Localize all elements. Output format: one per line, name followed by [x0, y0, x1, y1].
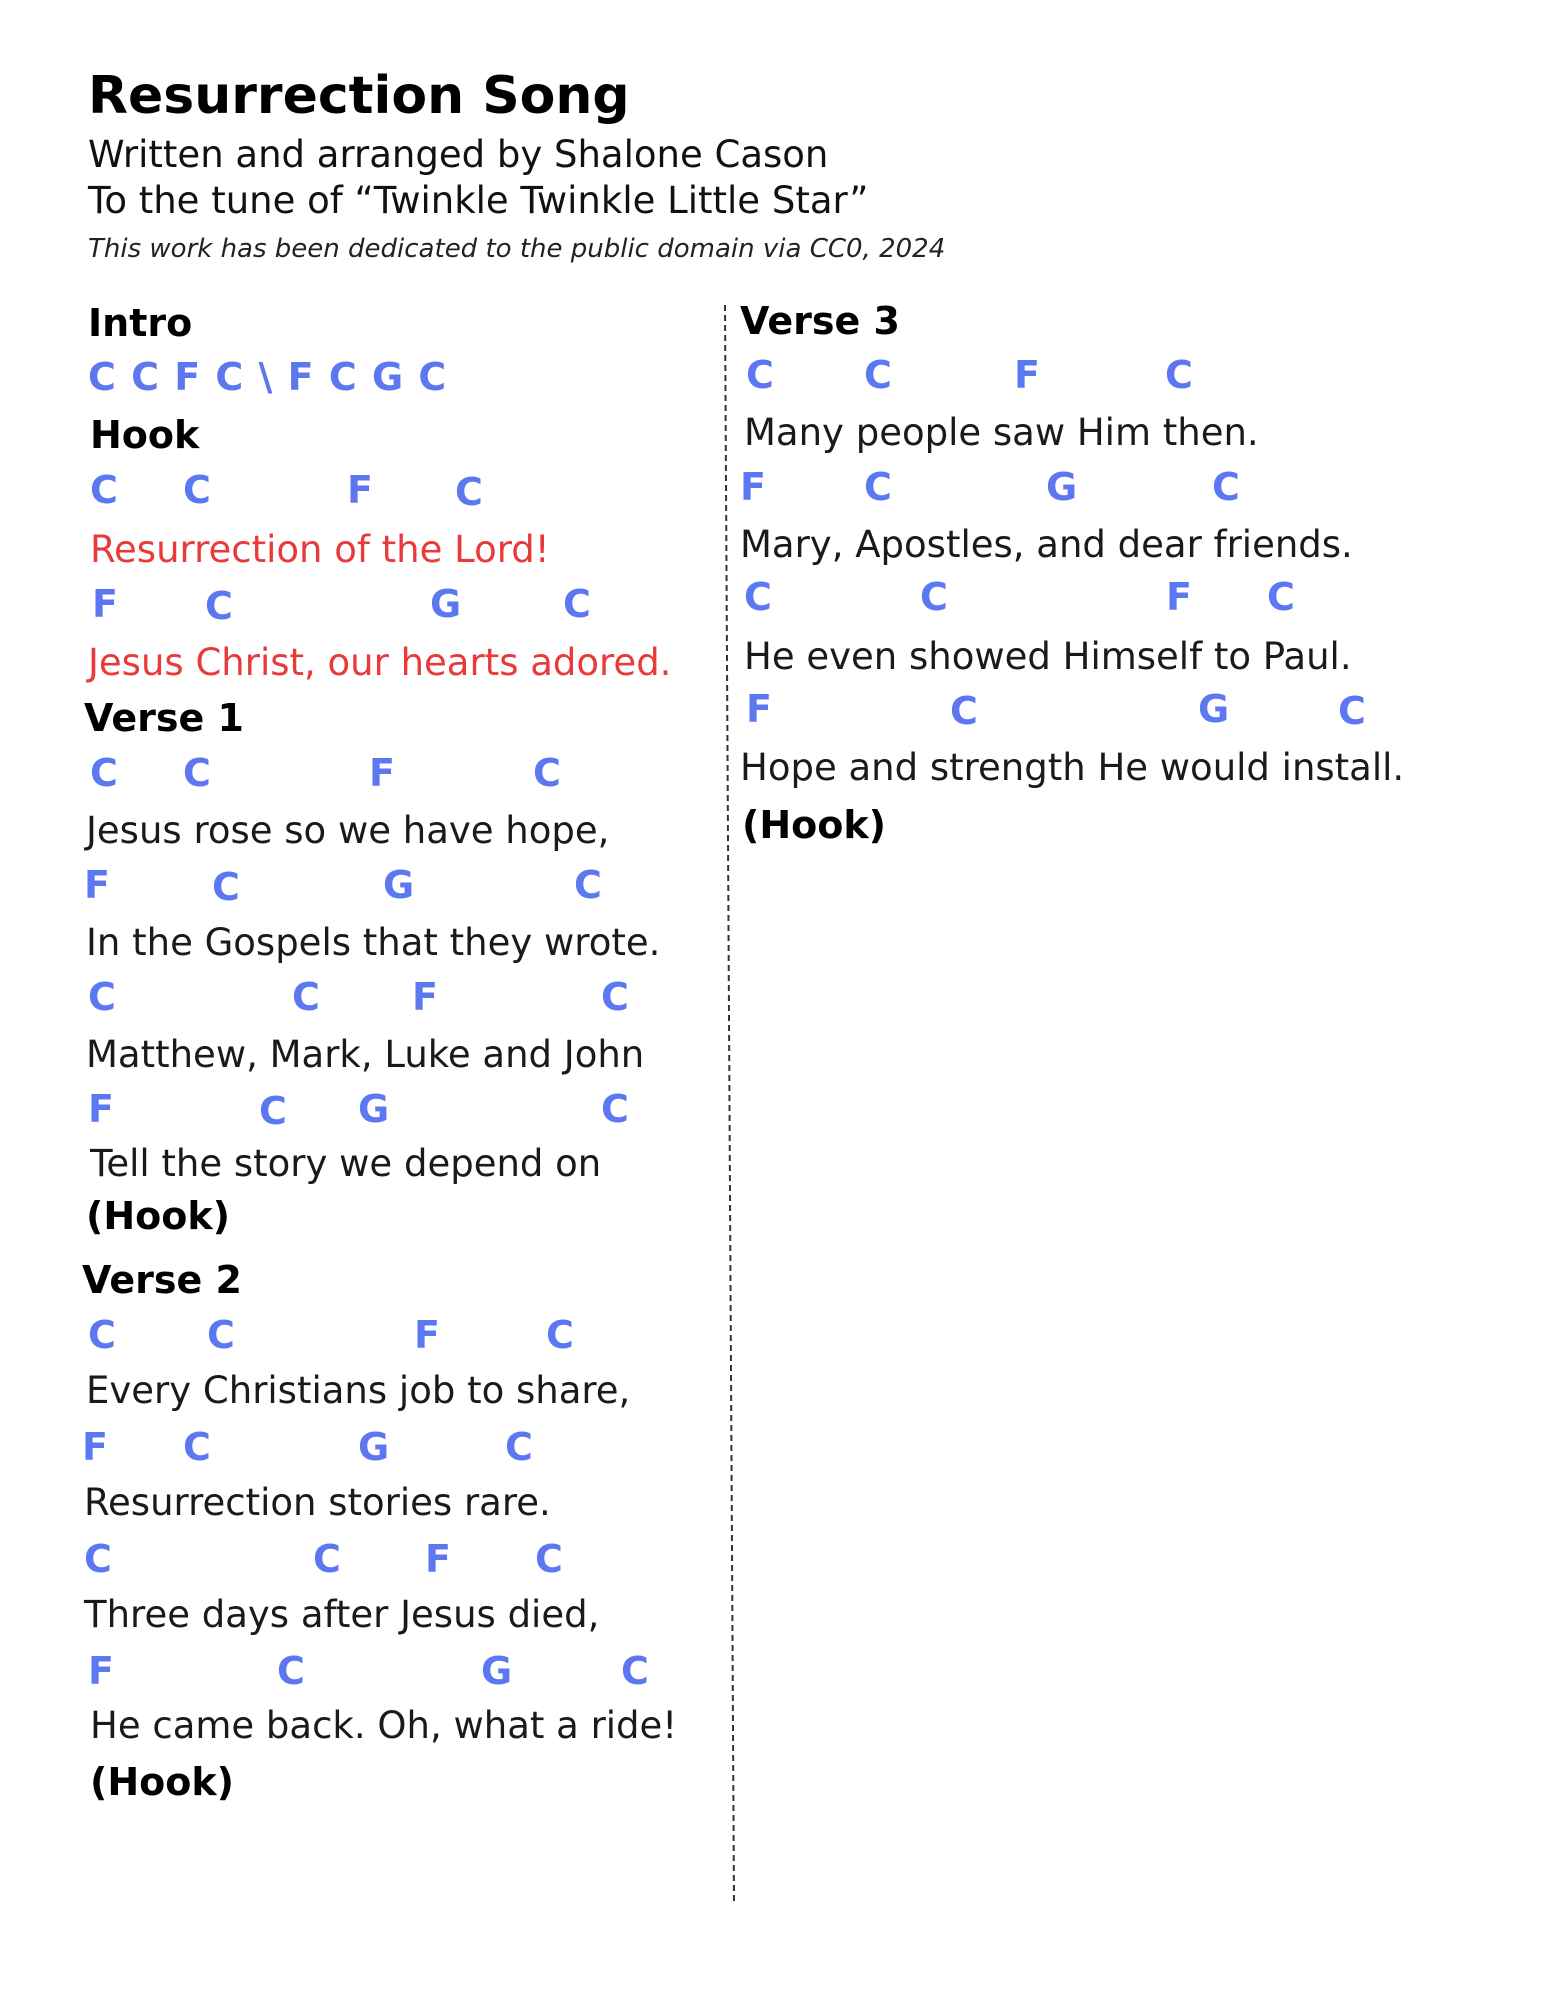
chord: C	[1212, 465, 1240, 509]
song-title: Resurrection Song	[88, 66, 630, 126]
hook-lyric-line: Jesus Christ, our hearts adored.	[88, 641, 672, 684]
chord: C	[90, 751, 118, 795]
chord: C	[1338, 689, 1366, 733]
chord: F	[414, 1313, 440, 1357]
verse1-heading: Verse 1	[84, 696, 244, 740]
chord: F	[92, 582, 118, 626]
lyric-line: He came back. Oh, what a ride!	[90, 1704, 678, 1747]
chord: F	[88, 1087, 114, 1131]
hook-reference: (Hook)	[90, 1760, 235, 1804]
lyric-line: Many people saw Him then.	[744, 411, 1259, 454]
lyric-line: Every Christians job to share,	[86, 1369, 631, 1412]
chord: C	[744, 575, 772, 619]
chord: C	[88, 975, 116, 1019]
chord: C	[864, 465, 892, 509]
chord: F	[740, 465, 766, 509]
chord: C	[621, 1649, 649, 1693]
chord: F	[746, 687, 772, 731]
lyric-line: Hope and strength He would install.	[740, 746, 1405, 789]
chord: C	[207, 1313, 235, 1357]
chord: F	[84, 863, 110, 907]
chord: C	[505, 1425, 533, 1469]
chord: C	[950, 689, 978, 733]
hook-heading: Hook	[90, 413, 200, 457]
chord: G	[383, 863, 415, 907]
chord: C	[574, 863, 602, 907]
song-subtitle: Written and arranged by Shalone Cason	[88, 133, 829, 176]
chord: C	[920, 575, 948, 619]
chord: C	[183, 1425, 211, 1469]
intro-chords: C C F C \ F C G C	[88, 355, 448, 399]
tune-note: To the tune of “Twinkle Twinkle Little Star”	[88, 179, 869, 222]
intro-heading: Intro	[88, 301, 193, 345]
chord: C	[313, 1537, 341, 1581]
chord: C	[84, 1537, 112, 1581]
chord: G	[430, 582, 462, 626]
lyric-line: In the Gospels that they wrote.	[86, 921, 661, 964]
chord: F	[347, 468, 373, 512]
chord: C	[864, 353, 892, 397]
chord: C	[292, 975, 320, 1019]
verse2-heading: Verse 2	[82, 1258, 242, 1302]
chord: C	[546, 1313, 574, 1357]
chord: G	[1198, 687, 1230, 731]
chord: G	[358, 1087, 390, 1131]
chord: C	[601, 975, 629, 1019]
chord: C	[88, 1313, 116, 1357]
lyric-line: Tell the story we depend on	[90, 1142, 602, 1185]
chord: F	[82, 1425, 108, 1469]
chord: C	[183, 751, 211, 795]
chord: C	[746, 353, 774, 397]
chord: F	[88, 1649, 114, 1693]
hook-reference: (Hook)	[742, 803, 887, 847]
hook-lyric-line: Resurrection of the Lord!	[90, 528, 550, 571]
chord: C	[1267, 575, 1295, 619]
hook-reference: (Hook)	[86, 1194, 231, 1238]
chord: G	[1046, 465, 1078, 509]
chord: F	[369, 751, 395, 795]
chord: C	[533, 751, 561, 795]
lyric-line: Mary, Apostles, and dear friends.	[740, 523, 1353, 566]
lyric-line: Jesus rose so we have hope,	[86, 809, 610, 852]
chord: C	[455, 470, 483, 514]
chord: C	[212, 865, 240, 909]
chord: G	[481, 1649, 513, 1693]
chord: F	[425, 1537, 451, 1581]
chord: C	[535, 1537, 563, 1581]
chord: F	[1014, 353, 1040, 397]
chord: C	[601, 1087, 629, 1131]
chord: C	[259, 1089, 287, 1133]
chord: C	[205, 584, 233, 628]
lyric-line: Resurrection stories rare.	[84, 1481, 551, 1524]
license-note: This work has been dedicated to the public domain via CC0, 2024	[88, 234, 946, 264]
chord: G	[358, 1425, 390, 1469]
chord: F	[412, 975, 438, 1019]
chord: C	[277, 1649, 305, 1693]
chord: F	[1166, 575, 1192, 619]
chord: C	[563, 582, 591, 626]
verse3-heading: Verse 3	[740, 299, 900, 343]
lyric-line: Three days after Jesus died,	[84, 1593, 600, 1636]
chord: C	[90, 468, 118, 512]
lyric-line: He even showed Himself to Paul.	[744, 635, 1352, 678]
lyric-line: Matthew, Mark, Luke and John	[86, 1033, 645, 1076]
chord: C	[183, 468, 211, 512]
chord: C	[1165, 353, 1193, 397]
